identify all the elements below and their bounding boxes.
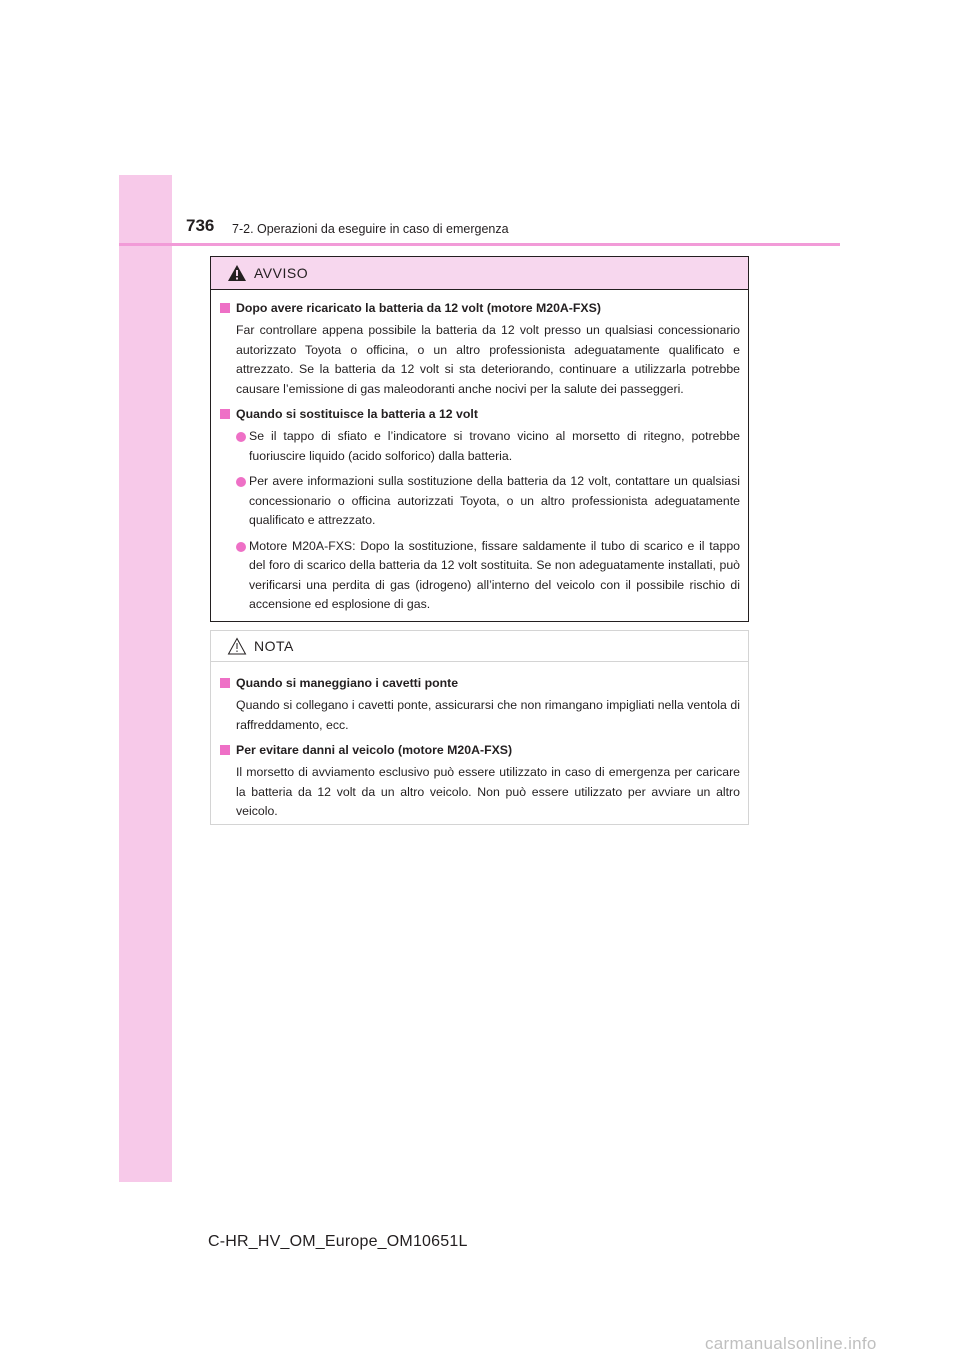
caution-triangle-outline-icon: [227, 637, 247, 655]
square-bullet-icon: [220, 303, 230, 313]
header-rule: [119, 243, 840, 246]
document-code: C-HR_HV_OM_Europe_OM10651L: [208, 1233, 468, 1250]
square-bullet-icon: [220, 745, 230, 755]
warning-body: [211, 290, 748, 615]
notice-header: [211, 631, 748, 662]
chapter-side-band: [119, 175, 172, 1182]
notice-paragraph-2: Il morsetto di avviamento esclusivo può essere utilizzato in caso di emergenza per caricare la batteria da 12 volt da un altro veicolo. Non può essere utilizzato per avviare un altro veicolo.: [236, 765, 740, 818]
circle-bullet-icon: [236, 542, 246, 552]
circle-bullet-icon: [236, 477, 246, 487]
notice-heading-1: Quando si maneggiano i cavetti ponte: [219, 674, 740, 693]
warning-heading-1: Dopo avere ricaricato la batteria da 12 volt (motore M20A-FXS): [219, 299, 740, 318]
circle-bullet-icon: [236, 432, 246, 442]
section-title: 7-2. Operazioni da eseguire in caso di emergenza: [232, 222, 509, 236]
warning-triangle-icon: [227, 264, 247, 282]
page-number: 736: [186, 216, 215, 235]
watermark-link[interactable]: carmanualsonline.info: [705, 1334, 877, 1353]
warning-bullet-1: Se il tappo di sfiato e l’indicatore si trovano vicino al morsetto di ritegno, potrebbe fuoriuscire liquido (acido solforico) dalla batteria.: [219, 427, 740, 466]
notice-title: NOTA: [254, 638, 294, 654]
warning-header: [211, 257, 748, 290]
warning-bullet-2: Per avere informazioni sulla sostituzione della batteria da 12 volt, contattare un qualsiasi concessionario o officina autorizzati Toyota, o un altro professionista adeguatamente qualificato e attrezzato.: [219, 472, 740, 531]
warning-box: [210, 256, 749, 622]
square-bullet-icon: [220, 678, 230, 688]
warning-title: AVVISO: [254, 265, 309, 281]
warning-heading-2: Quando si sostituisce la batteria a 12 volt: [219, 405, 740, 424]
notice-box: [210, 630, 749, 825]
notice-heading-2: Per evitare danni al veicolo (motore M20A-FXS): [219, 741, 740, 760]
warning-paragraph-1: Far controllare appena possibile la batteria da 12 volt presso un qualsiasi concessionario autorizzato Toyota o officina, o un altro professionista adeguatamente qualificato e attrezzato. Se la batteria da 12 volt si sta deteriorando, continuare a utilizzarla potrebbe causare l’emissione di gas maleodoranti anche nocivi per la salute dei passeggeri.: [236, 323, 740, 396]
notice-paragraph-1: Quando si collegano i cavetti ponte, assicurarsi che non rimangano impigliati nella ventola di raffreddamento, ecc.: [236, 698, 740, 732]
warning-bullet-3: Motore M20A-FXS: Dopo la sostituzione, fissare saldamente il tubo di scarico e il tappo del foro di scarico della batteria da 12 volt sostituita. Se non adeguatamente installati, può verificarsi una perdita di gas (idrogeno) all’interno del veicolo con il possibile rischio di accensione ed esplosione di gas.: [219, 537, 740, 615]
notice-body: [211, 662, 748, 822]
square-bullet-icon: [220, 409, 230, 419]
